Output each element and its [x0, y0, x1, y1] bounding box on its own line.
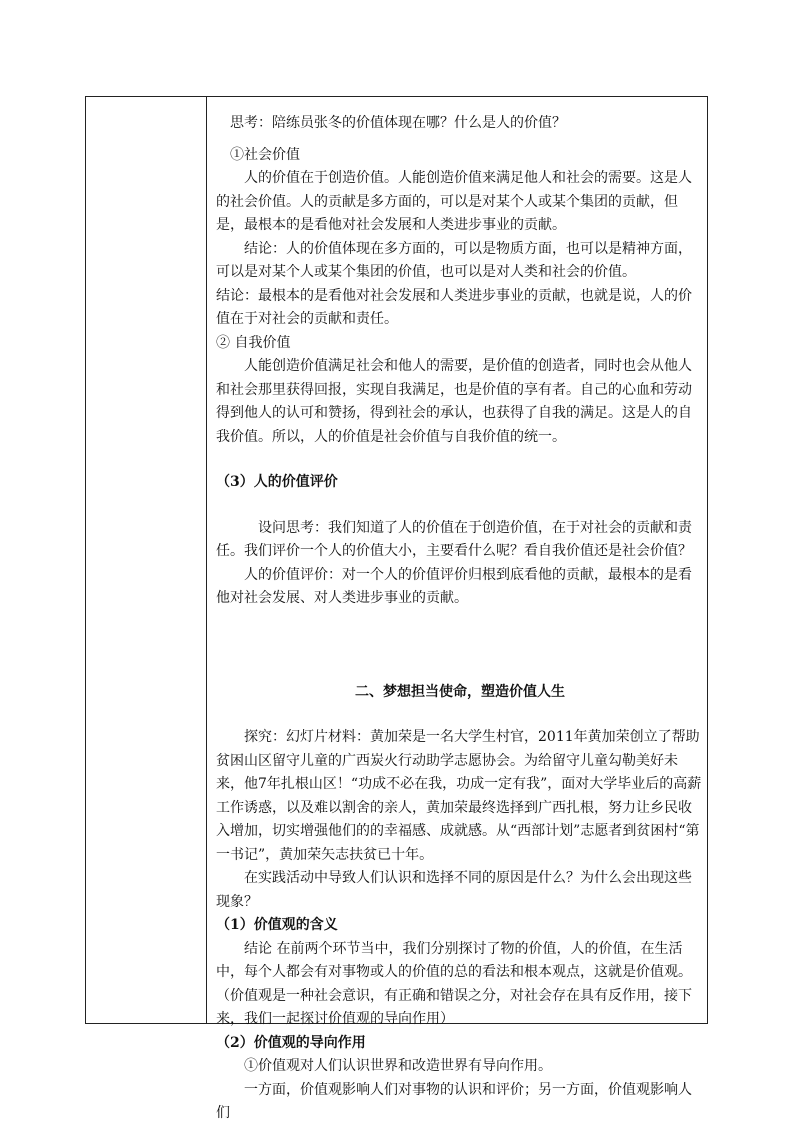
paragraph-reason-question: 在实践活动中导致人们认识和选择不同的原因是什么？为什么会出现这些现象？	[216, 870, 692, 910]
heading-value-evaluation: （3）人的价值评价	[216, 474, 338, 490]
paragraph-conclusion-1: 结论：人的价值体现在多方面的，可以是物质方面，也可以是精神方面，可以是对某个人或某个集团的价值，也可以是对人类和社会的价值。	[216, 240, 692, 280]
heading-value-concept: （1）价值观的含义	[216, 917, 338, 933]
paragraph-evaluation-answer: 人的价值评价：对一个人的价值评价归根到底看他的贡献，最根本的是看他对社会发展、对人类进步事业的贡献。	[216, 566, 692, 606]
paragraph-conclusion-2: 结论：最根本的是看他对社会发展和人类进步事业的贡献，也就是说，人的价值在于对社会的贡献和责任。	[216, 287, 692, 327]
paragraph-value-concept: 结论 在前两个环节当中，我们分别探讨了物的价值，人的价值，在生活中，每个人都会有对事物或人的价值的总的看法和根本观点，这就是价值观。	[216, 940, 692, 980]
paragraph-guiding-role: ①价值观对人们认识世界和改造世界有导向作用。	[244, 1058, 552, 1074]
heading-guiding-role: （2）价值观的导向作用	[216, 1034, 366, 1051]
paragraph-self-value: 人能创造价值满足社会和他人的需要，是价值的创造者，同时也会从他人和社会那里获得回报，实现自我满足，也是价值的享有者。自己的心血和劳动得到他人的认可和赞扬，得到社会的承认，也获得了自我的满足。这是人的自我价值。所以，人的价值是社会价值与自我价值的统一。	[216, 358, 692, 445]
paragraph-question-evaluation: 设问思考：我们知道了人的价值在于创造价值，在于对社会的贡献和责任。我们评价一个人的价值大小，主要看什么呢？看自我价值还是社会价值？	[216, 519, 692, 559]
question-paragraph: 思考：陪练员张冬的价值体现在哪？什么是人的价值？	[230, 115, 566, 131]
lesson-content	[216, 104, 704, 1121]
heading-part-two: 二、梦想担当使命，塑造价值人生	[355, 683, 565, 700]
column-divider	[206, 96, 207, 1024]
section-social-value: ①社会价值	[230, 146, 300, 163]
paragraph-explore: 探究：幻灯片材料：黄加荣是一名大学生村官，2011年黄加荣创立了帮助贫困山区留守儿童的广西炭火行动助学志愿协会。为给留守儿童勾勒美好未来，他7年扎根山区！“功成不必在我，功成一定有我”，面对大学毕业后的高薪工作诱惑，以及难以割舍的亲人，黄加荣最终选择到广西扎根，努力让乡民收入增加，切实增强他们的的幸福感、成就感。从“西部计划”志愿者到贫困村“第一书记”，黄加荣矢志扶贫已十年。	[216, 729, 702, 863]
paragraph-social-value: 人的价值在于创造价值。人能创造价值来满足他人和社会的需要。这是人的社会价值。人的贡献是多方面的，可以是对某个人或某个集团的贡献，但是，最根本的是看他对社会发展和人类进步事业的贡献。	[216, 170, 692, 233]
paragraph-transition: （价值观是一种社会意识，有正确和错误之分，对社会存在具有反作用，接下来，我们一起探讨价值观的导向作用）	[216, 987, 692, 1027]
section-self-value: ② 自我价值	[216, 334, 291, 351]
paragraph-influence: 一方面，价值观影响人们对事物的认识和评价；另一方面，价值观影响人们	[216, 1081, 692, 1121]
